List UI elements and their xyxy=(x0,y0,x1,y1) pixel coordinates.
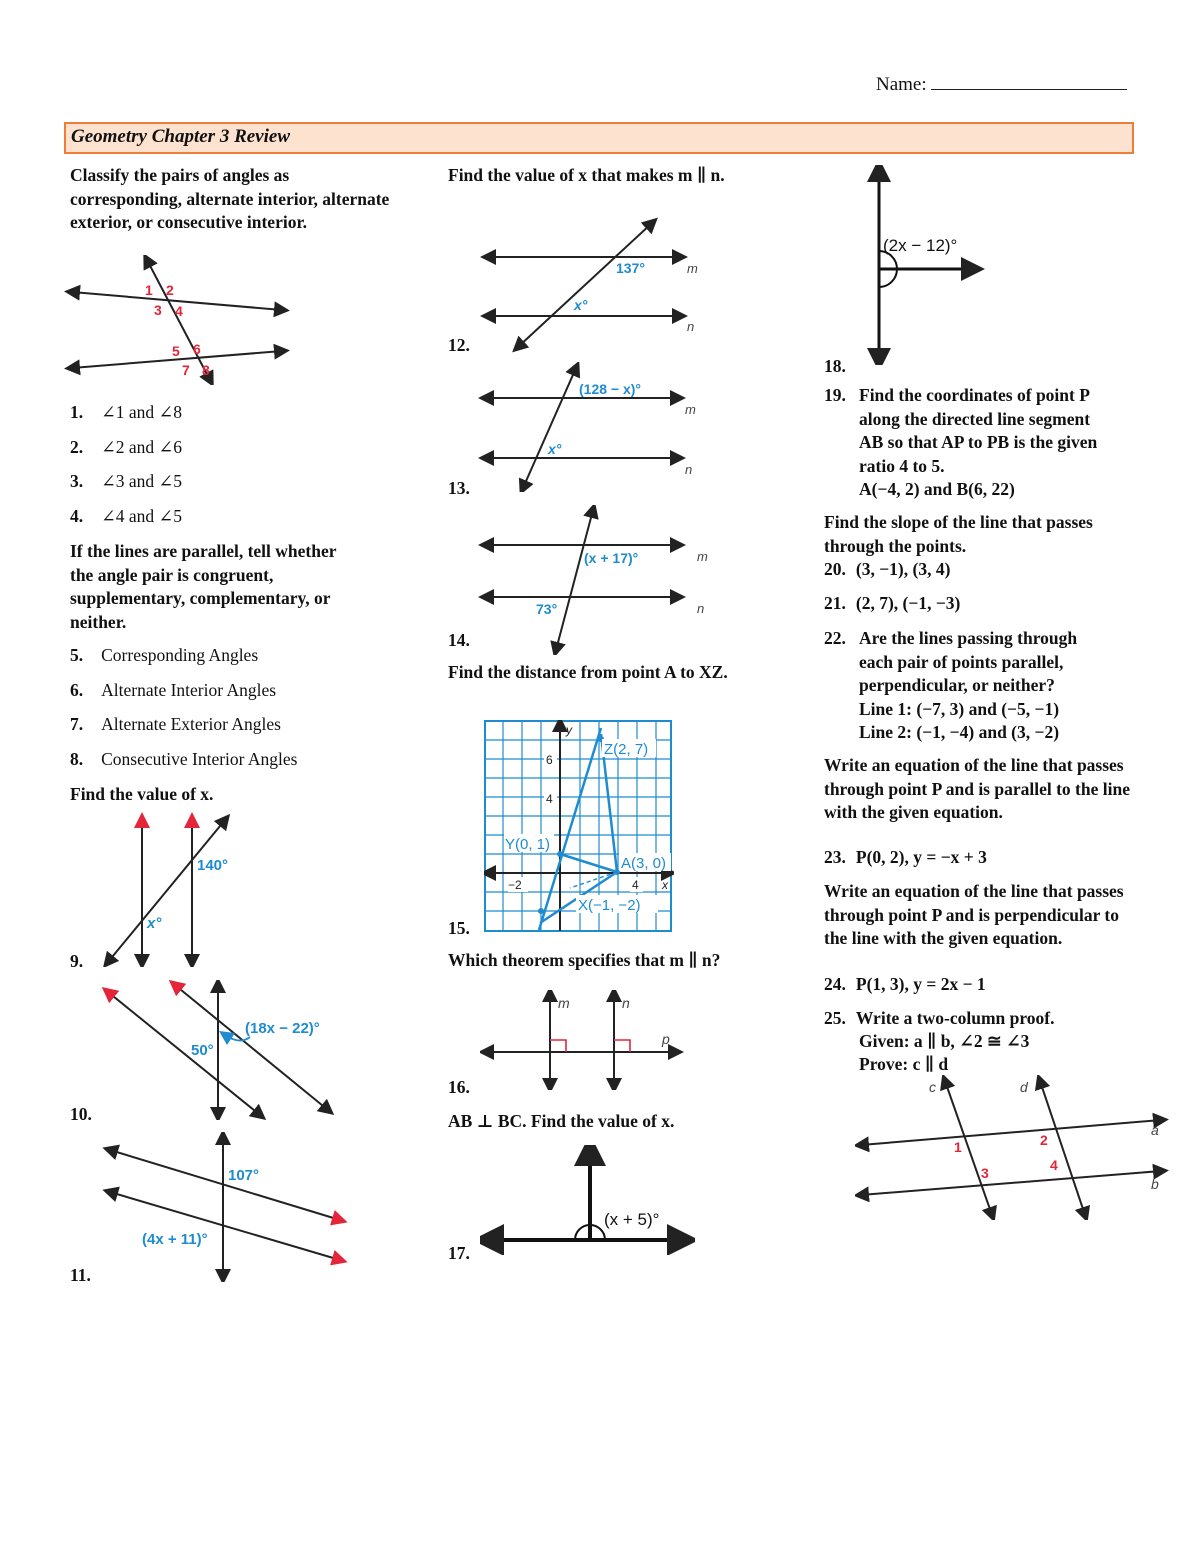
q15-axis-y: y xyxy=(566,723,572,737)
theorem-prompt: Which theorem specifies that m ∥ n? xyxy=(448,950,721,970)
classify-prompt: Classify the pairs of angles as corresponding, alternate interior, alternate exterior, or consecutive interior. xyxy=(70,165,390,232)
q16-label-m: m xyxy=(558,995,570,1011)
fig-label-5: 5 xyxy=(172,343,180,359)
q18-angle: (2x − 12)° xyxy=(883,236,958,255)
parallel-prompt: If the lines are parallel, tell whether the angle pair is congruent, supplementary, complementary, or neither. xyxy=(70,541,337,632)
q10-angle-expr: (18x − 22)° xyxy=(245,1020,320,1037)
q15-tick-neg2: −2 xyxy=(508,878,522,892)
q13-angle-expr: (128 − x)° xyxy=(579,381,642,397)
q17-number: 17. xyxy=(448,1243,470,1263)
q25-prove: Prove: c ∥ d xyxy=(859,1054,949,1074)
q10-figure xyxy=(100,980,340,1120)
fig-label-8: 8 xyxy=(202,362,210,378)
fig-label-1: 1 xyxy=(145,282,153,298)
q16-label-p: p xyxy=(662,1031,670,1047)
list-item: 2. ∠2 and ∠6 xyxy=(70,437,182,457)
q11-angle-expr: (4x + 11)° xyxy=(142,1231,208,1248)
list-item: 7. Alternate Exterior Angles xyxy=(70,714,281,734)
q18-number: 18. xyxy=(824,356,846,376)
q14-label-m: m xyxy=(697,549,708,564)
q11-angle-107: 107° xyxy=(228,1167,260,1184)
list-item: 8. Consecutive Interior Angles xyxy=(70,749,298,769)
perp-prompt: AB ⊥ BC. Find the value of x. xyxy=(448,1111,675,1131)
q18-figure xyxy=(855,165,995,365)
q15-point-y: Y(0, 1) xyxy=(505,836,551,853)
q16-figure xyxy=(480,990,690,1090)
q17-angle: (x + 5)° xyxy=(604,1210,660,1229)
title-bar xyxy=(64,122,1134,154)
q9-figure xyxy=(100,812,240,967)
q14-figure xyxy=(478,505,713,655)
find-x-prompt: Find the value of x. xyxy=(70,784,214,804)
q15-tick-4x: 4 xyxy=(632,878,639,892)
q19-text: Find the coordinates of point P along the directed line segment AB so that AP to PB is the given ratio 4 to 5. A(−4, 2) and B(6, 22) xyxy=(859,385,1098,499)
fig-label-2: 2 xyxy=(166,282,174,298)
q16-label-n: n xyxy=(622,995,630,1011)
q16-number: 16. xyxy=(448,1077,470,1097)
q14-angle-expr: (x + 17)° xyxy=(584,550,639,566)
q17-figure xyxy=(480,1145,695,1255)
q12-angle-x: x° xyxy=(574,297,588,313)
q11-number: 11. xyxy=(70,1265,91,1285)
slope-prompt: Find the slope of the line that passes through the points. xyxy=(824,512,1093,556)
q13-label-m: m xyxy=(685,402,696,417)
q12-number: 12. xyxy=(448,335,470,355)
q12-figure xyxy=(480,215,710,355)
name-field[interactable] xyxy=(876,72,1127,96)
perp-eq-prompt: Write an equation of the line that passes through point P and is perpendicular to the line with the given equation. xyxy=(824,881,1124,948)
q23: 23. P(0, 2), y = −x + 3 xyxy=(824,847,987,867)
q9-angle-140: 140° xyxy=(197,857,229,874)
q22: 22. xyxy=(824,628,846,648)
parallel-eq-prompt: Write an equation of the line that passes through point P and is parallel to the line with the given equation. xyxy=(824,755,1130,822)
q11-figure xyxy=(100,1132,350,1282)
find-mn-prompt: Find the value of x that makes m ∥ n. xyxy=(448,165,725,185)
name-blank[interactable] xyxy=(931,72,1127,90)
q9-angle-x: x° xyxy=(147,915,162,932)
q15-tick-6: 6 xyxy=(546,753,553,767)
q25-label-b: b xyxy=(1151,1176,1159,1192)
list-item: 3. ∠3 and ∠5 xyxy=(70,471,182,491)
q15-graph xyxy=(484,720,674,935)
page-title: Geometry Chapter 3 Review xyxy=(71,126,290,147)
fig-label-7: 7 xyxy=(182,362,190,378)
q13-angle-x: x° xyxy=(548,441,562,457)
q12-angle-137: 137° xyxy=(616,260,645,276)
q25-given: Given: a ∥ b, ∠2 ≅ ∠3 xyxy=(859,1031,1030,1051)
fig-label-4: 4 xyxy=(175,303,183,319)
q22-text: Are the lines passing through each pair of points parallel, perpendicular, or neither? Line 1: (−7, 3) and (−5, −1) Line 2: (−1, −4) and (3, −2) xyxy=(859,628,1078,742)
q15-point-z: Z(2, 7) xyxy=(604,741,649,758)
q9-number: 9. xyxy=(70,951,84,971)
q14-number: 14. xyxy=(448,630,470,650)
q21: 21. (2, 7), (−1, −3) xyxy=(824,593,961,613)
q20: 20. (3, −1), (3, 4) xyxy=(824,559,951,579)
fig-label-3: 3 xyxy=(154,302,162,318)
q25: 25. Write a two-column proof. xyxy=(824,1008,1055,1028)
q25-label-d: d xyxy=(1020,1079,1028,1095)
q15-point-a: A(3, 0) xyxy=(621,855,667,872)
list-item: 1. ∠1 and ∠8 xyxy=(70,402,182,422)
q24: 24. P(1, 3), y = 2x − 1 xyxy=(824,974,986,994)
q13-label-n: n xyxy=(685,462,693,477)
q15-number: 15. xyxy=(448,918,470,938)
list-item: 5. Corresponding Angles xyxy=(70,645,259,665)
q25-angle-1: 1 xyxy=(954,1139,962,1155)
q25-label-c: c xyxy=(929,1079,936,1095)
q25-label-a: a xyxy=(1151,1122,1159,1138)
q15-tick-4: 4 xyxy=(546,792,553,806)
q12-label-m: m xyxy=(687,261,698,276)
q12-label-n: n xyxy=(687,319,695,334)
fig-label-6: 6 xyxy=(193,341,201,357)
q25-angle-3: 3 xyxy=(981,1165,989,1181)
q10-number: 10. xyxy=(70,1104,92,1124)
q13-number: 13. xyxy=(448,478,470,498)
list-item: 6. Alternate Interior Angles xyxy=(70,680,277,700)
name-label: Name: xyxy=(876,74,927,95)
q25-angle-2: 2 xyxy=(1040,1132,1048,1148)
q25-figure xyxy=(855,1075,1170,1220)
q15-axis-x: x xyxy=(662,878,668,892)
list-item: 4. ∠4 and ∠5 xyxy=(70,506,182,526)
q15-point-x: X(−1, −2) xyxy=(578,897,641,914)
q19: 19. xyxy=(824,385,846,405)
q13-figure xyxy=(478,362,708,492)
distance-prompt: Find the distance from point A to XZ. xyxy=(448,662,728,682)
transversal-figure xyxy=(60,255,300,385)
q10-angle-50: 50° xyxy=(191,1042,214,1059)
q14-label-n: n xyxy=(697,601,705,616)
q25-angle-4: 4 xyxy=(1050,1157,1058,1173)
q14-angle-73: 73° xyxy=(536,601,558,617)
